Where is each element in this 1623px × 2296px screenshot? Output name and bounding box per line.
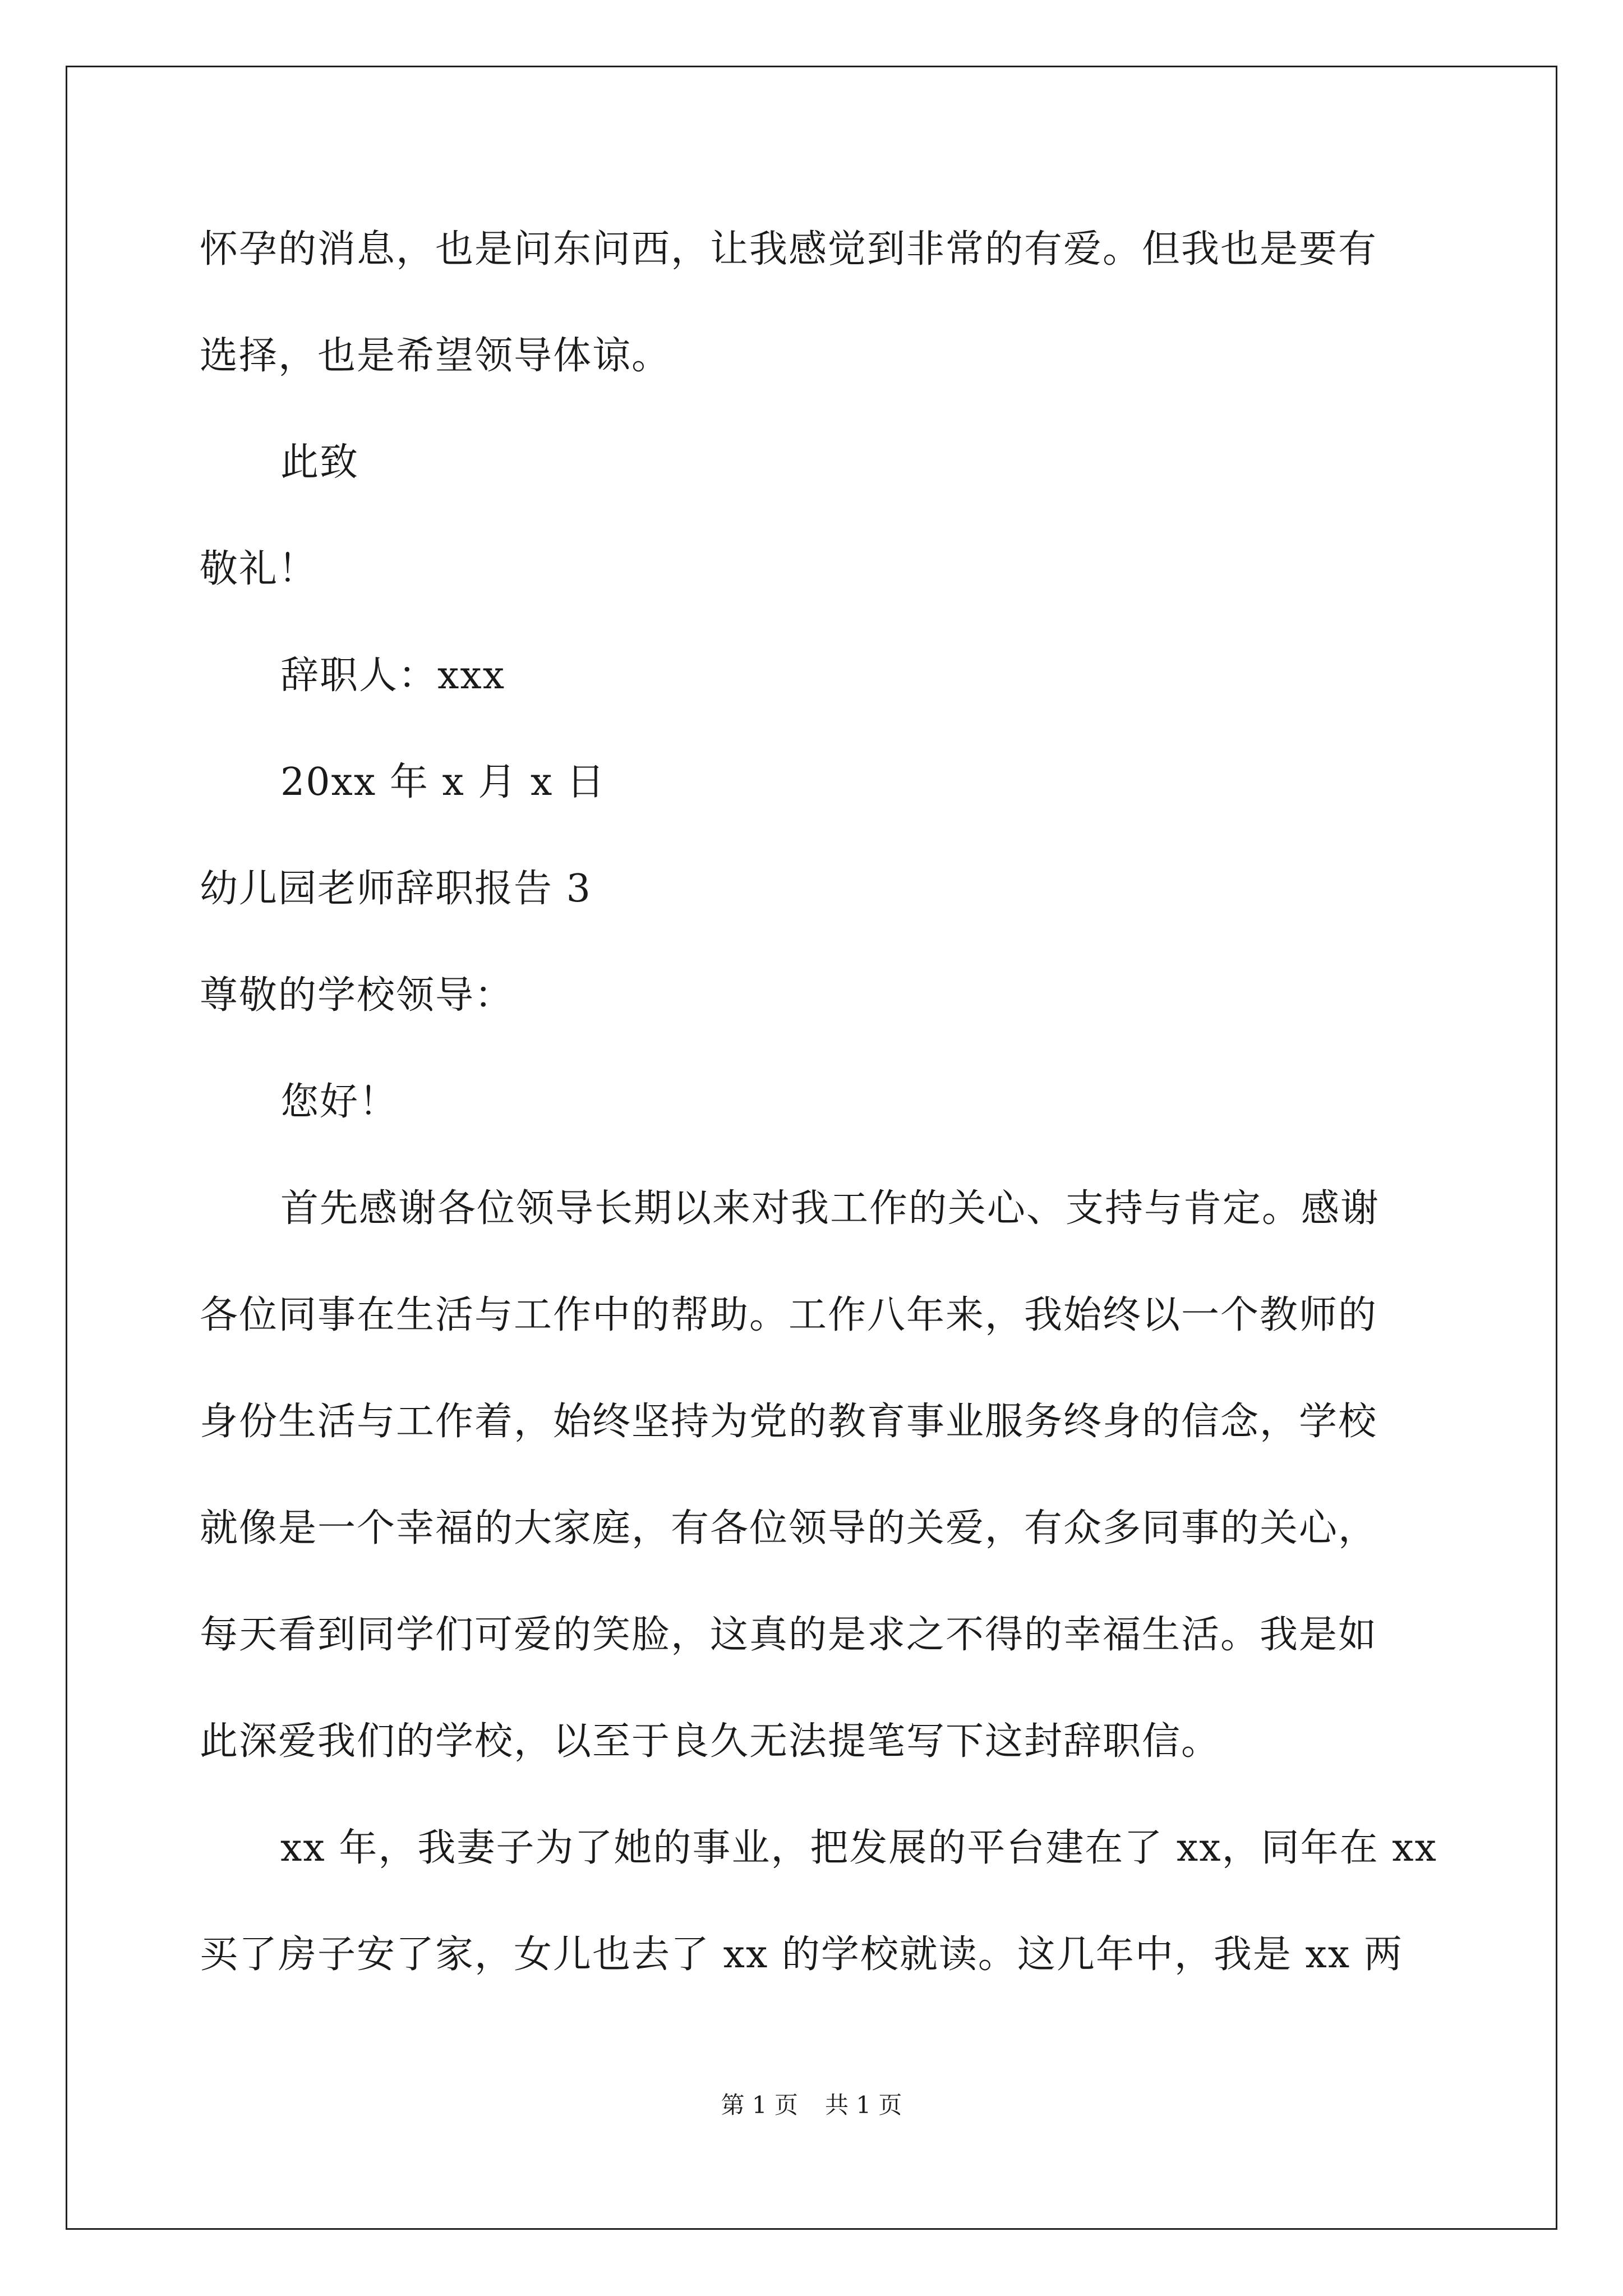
text-line: 选择，也是希望领导体谅。: [200, 334, 671, 378]
text-line: 买了房子安了家，女儿也去了 xx 的学校就读。这几年中，我是 xx 两: [200, 1932, 1403, 1977]
document-body: [200, 219, 1437, 2031]
letter-greeting: 尊敬的学校领导：: [200, 973, 514, 1018]
date-line: 20xx 年 x 月 x 日: [280, 760, 606, 804]
text-line: 首先感谢各位领导长期以来对我工作的关心、支持与肯定。感谢: [280, 1186, 1380, 1231]
text-line: xx 年，我妻子为了她的事业，把发展的平台建在了 xx，同年在 xx: [280, 1826, 1437, 1870]
letter-hello: 您好！: [280, 1080, 399, 1124]
text-line: 身份生活与工作着，始终坚持为党的教育事业服务终身的信念，学校: [200, 1400, 1378, 1444]
page-number-total: 共 1 页: [825, 2091, 902, 2119]
section-heading: 幼儿园老师辞职报告 3: [200, 867, 592, 911]
text-line: 就像是一个幸福的大家庭，有各位领导的关爱，有众多同事的关心，: [200, 1506, 1378, 1550]
text-line: 各位同事在生活与工作中的帮助。工作八年来，我始终以一个教师的: [200, 1293, 1378, 1337]
text-line: 每天看到同学们可爱的笑脸，这真的是求之不得的幸福生活。我是如: [200, 1613, 1378, 1657]
text-line: 怀孕的消息，也是问东问西，让我感觉到非常的有爱。但我也是要有: [200, 227, 1378, 272]
signature-line: 辞职人：xxx: [280, 654, 506, 698]
page-number-current: 第 1 页: [721, 2091, 798, 2119]
text-line: 此深爱我们的学校，以至于良久无法提笔写下这封辞职信。: [200, 1719, 1221, 1764]
closing-salutation: 此致: [280, 440, 359, 485]
page-footer: [0, 2087, 1623, 2120]
closing-regards: 敬礼！: [200, 547, 318, 591]
